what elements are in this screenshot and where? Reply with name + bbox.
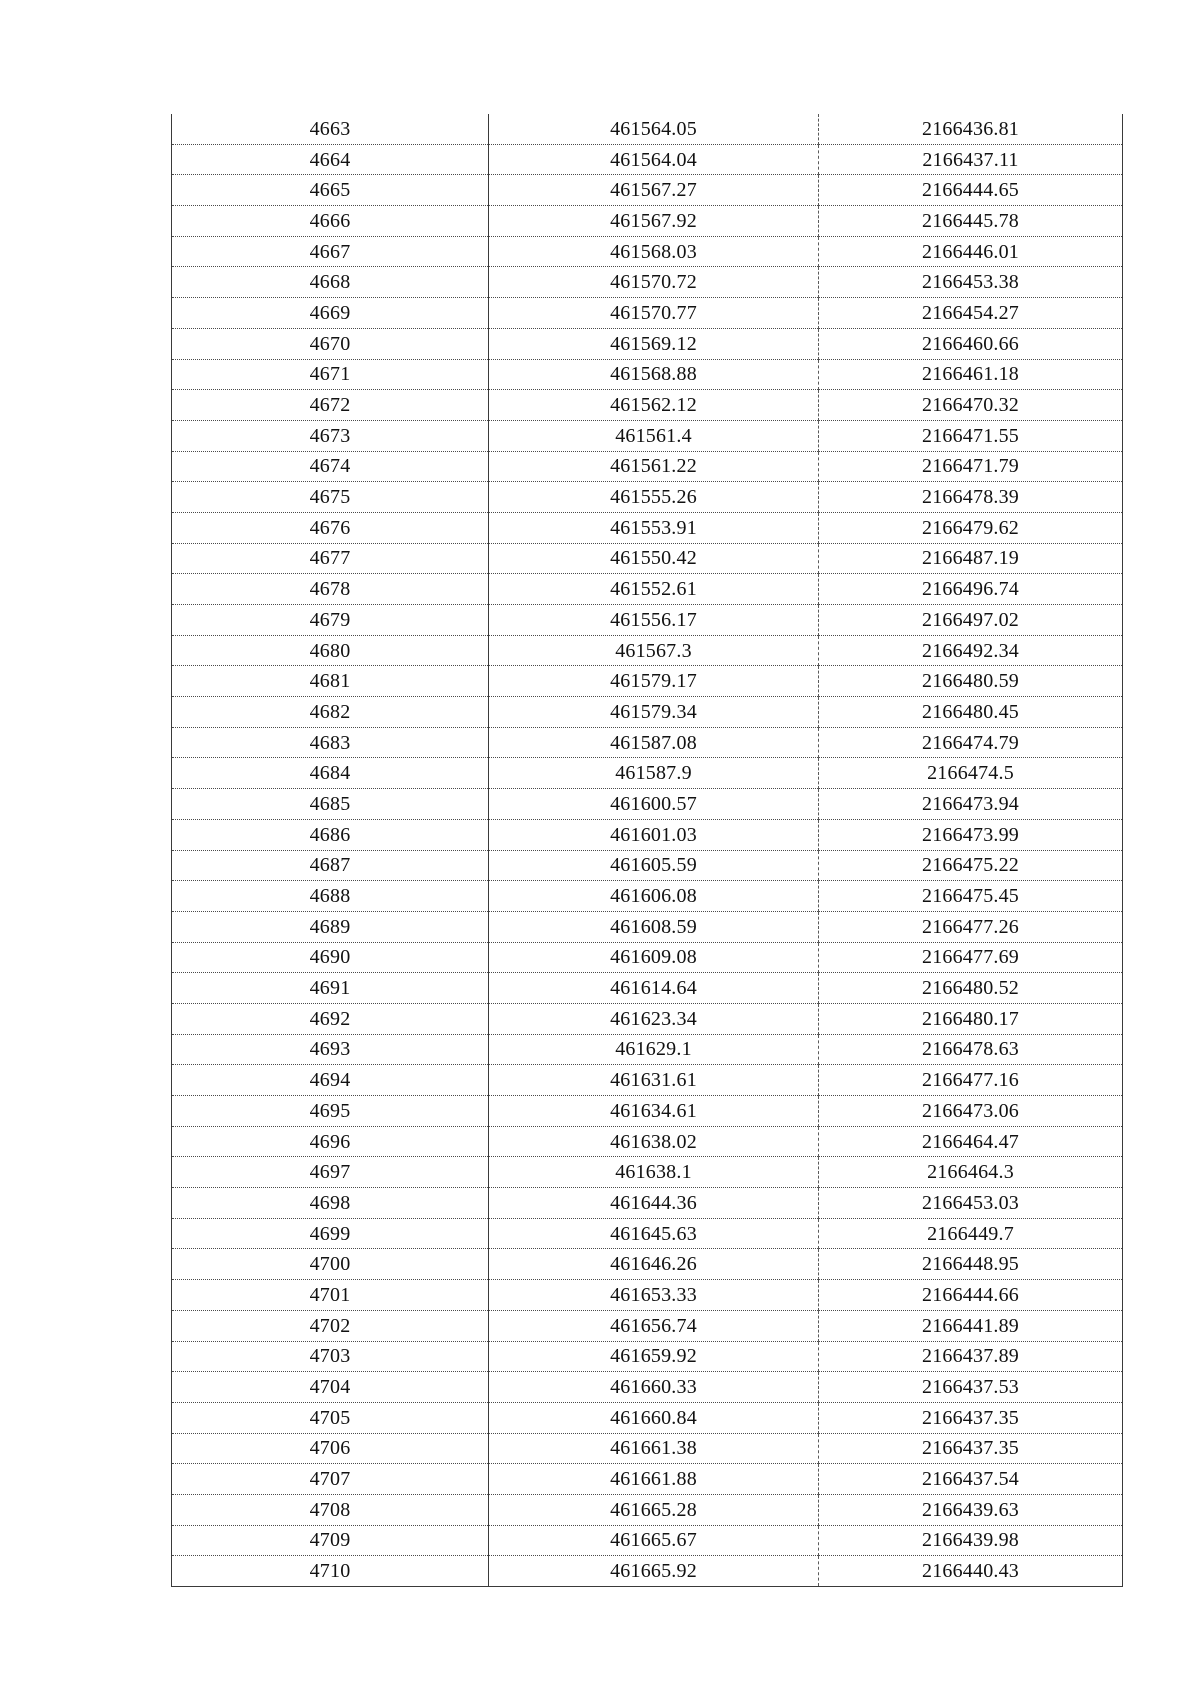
x-coordinate-cell: 461623.34 bbox=[489, 1003, 819, 1034]
y-coordinate-cell: 2166480.52 bbox=[819, 973, 1123, 1004]
x-coordinate-cell: 461606.08 bbox=[489, 881, 819, 912]
x-coordinate-cell: 461665.67 bbox=[489, 1525, 819, 1556]
x-coordinate-cell: 461646.26 bbox=[489, 1249, 819, 1280]
x-coordinate-cell: 461562.12 bbox=[489, 390, 819, 421]
table-row bbox=[172, 881, 1123, 912]
x-coordinate-cell: 461569.12 bbox=[489, 328, 819, 359]
point-number-cell: 4690 bbox=[172, 942, 489, 973]
table-row bbox=[172, 942, 1123, 973]
y-coordinate-cell: 2166477.26 bbox=[819, 911, 1123, 942]
point-number-cell: 4665 bbox=[172, 175, 489, 206]
coordinate-table-body bbox=[172, 114, 1123, 1587]
point-number-cell: 4668 bbox=[172, 267, 489, 298]
point-number-cell: 4689 bbox=[172, 911, 489, 942]
table-row bbox=[172, 206, 1123, 237]
x-coordinate-cell: 461661.38 bbox=[489, 1433, 819, 1464]
y-coordinate-cell: 2166477.69 bbox=[819, 942, 1123, 973]
x-coordinate-cell: 461567.92 bbox=[489, 206, 819, 237]
y-coordinate-cell: 2166444.66 bbox=[819, 1280, 1123, 1311]
table-row bbox=[172, 1034, 1123, 1065]
point-number-cell: 4686 bbox=[172, 819, 489, 850]
x-coordinate-cell: 461629.1 bbox=[489, 1034, 819, 1065]
table-row bbox=[172, 1126, 1123, 1157]
y-coordinate-cell: 2166480.17 bbox=[819, 1003, 1123, 1034]
table-row bbox=[172, 1003, 1123, 1034]
table-row bbox=[172, 850, 1123, 881]
point-number-cell: 4691 bbox=[172, 973, 489, 1004]
point-number-cell: 4687 bbox=[172, 850, 489, 881]
point-number-cell: 4707 bbox=[172, 1464, 489, 1495]
y-coordinate-cell: 2166471.79 bbox=[819, 451, 1123, 482]
table-row bbox=[172, 1402, 1123, 1433]
point-number-cell: 4672 bbox=[172, 390, 489, 421]
point-number-cell: 4684 bbox=[172, 758, 489, 789]
table-row bbox=[172, 1433, 1123, 1464]
point-number-cell: 4703 bbox=[172, 1341, 489, 1372]
y-coordinate-cell: 2166470.32 bbox=[819, 390, 1123, 421]
y-coordinate-cell: 2166475.22 bbox=[819, 850, 1123, 881]
table-row bbox=[172, 973, 1123, 1004]
y-coordinate-cell: 2166453.03 bbox=[819, 1188, 1123, 1219]
y-coordinate-cell: 2166487.19 bbox=[819, 543, 1123, 574]
point-number-cell: 4699 bbox=[172, 1218, 489, 1249]
point-number-cell: 4693 bbox=[172, 1034, 489, 1065]
table-row bbox=[172, 574, 1123, 605]
table-row bbox=[172, 359, 1123, 390]
x-coordinate-cell: 461600.57 bbox=[489, 789, 819, 820]
table-row bbox=[172, 789, 1123, 820]
table-row bbox=[172, 819, 1123, 850]
x-coordinate-cell: 461553.91 bbox=[489, 512, 819, 543]
table-row bbox=[172, 1249, 1123, 1280]
y-coordinate-cell: 2166473.94 bbox=[819, 789, 1123, 820]
x-coordinate-cell: 461568.03 bbox=[489, 236, 819, 267]
x-coordinate-cell: 461660.84 bbox=[489, 1402, 819, 1433]
y-coordinate-cell: 2166479.62 bbox=[819, 512, 1123, 543]
point-number-cell: 4695 bbox=[172, 1096, 489, 1127]
x-coordinate-cell: 461579.17 bbox=[489, 666, 819, 697]
y-coordinate-cell: 2166444.65 bbox=[819, 175, 1123, 206]
x-coordinate-cell: 461634.61 bbox=[489, 1096, 819, 1127]
point-number-cell: 4685 bbox=[172, 789, 489, 820]
y-coordinate-cell: 2166480.59 bbox=[819, 666, 1123, 697]
y-coordinate-cell: 2166437.54 bbox=[819, 1464, 1123, 1495]
table-row bbox=[172, 298, 1123, 329]
point-number-cell: 4663 bbox=[172, 114, 489, 144]
x-coordinate-cell: 461567.3 bbox=[489, 635, 819, 666]
table-row bbox=[172, 390, 1123, 421]
point-number-cell: 4667 bbox=[172, 236, 489, 267]
point-number-cell: 4669 bbox=[172, 298, 489, 329]
y-coordinate-cell: 2166437.35 bbox=[819, 1433, 1123, 1464]
table-row bbox=[172, 1157, 1123, 1188]
point-number-cell: 4678 bbox=[172, 574, 489, 605]
y-coordinate-cell: 2166448.95 bbox=[819, 1249, 1123, 1280]
table-row bbox=[172, 1372, 1123, 1403]
y-coordinate-cell: 2166461.18 bbox=[819, 359, 1123, 390]
table-row bbox=[172, 114, 1123, 144]
y-coordinate-cell: 2166446.01 bbox=[819, 236, 1123, 267]
table-row bbox=[172, 1280, 1123, 1311]
y-coordinate-cell: 2166437.35 bbox=[819, 1402, 1123, 1433]
y-coordinate-cell: 2166473.99 bbox=[819, 819, 1123, 850]
x-coordinate-cell: 461561.22 bbox=[489, 451, 819, 482]
point-number-cell: 4676 bbox=[172, 512, 489, 543]
table-row bbox=[172, 144, 1123, 175]
x-coordinate-cell: 461665.92 bbox=[489, 1556, 819, 1587]
y-coordinate-cell: 2166492.34 bbox=[819, 635, 1123, 666]
table-row bbox=[172, 420, 1123, 451]
x-coordinate-cell: 461661.88 bbox=[489, 1464, 819, 1495]
y-coordinate-cell: 2166474.79 bbox=[819, 727, 1123, 758]
coordinate-table bbox=[171, 114, 1123, 1587]
point-number-cell: 4710 bbox=[172, 1556, 489, 1587]
y-coordinate-cell: 2166445.78 bbox=[819, 206, 1123, 237]
point-number-cell: 4706 bbox=[172, 1433, 489, 1464]
y-coordinate-cell: 2166437.89 bbox=[819, 1341, 1123, 1372]
y-coordinate-cell: 2166478.39 bbox=[819, 482, 1123, 513]
point-number-cell: 4666 bbox=[172, 206, 489, 237]
table-row bbox=[172, 758, 1123, 789]
x-coordinate-cell: 461609.08 bbox=[489, 942, 819, 973]
x-coordinate-cell: 461570.77 bbox=[489, 298, 819, 329]
point-number-cell: 4701 bbox=[172, 1280, 489, 1311]
x-coordinate-cell: 461638.1 bbox=[489, 1157, 819, 1188]
table-row bbox=[172, 236, 1123, 267]
table-row bbox=[172, 543, 1123, 574]
table-row bbox=[172, 727, 1123, 758]
y-coordinate-cell: 2166473.06 bbox=[819, 1096, 1123, 1127]
y-coordinate-cell: 2166439.63 bbox=[819, 1494, 1123, 1525]
point-number-cell: 4670 bbox=[172, 328, 489, 359]
point-number-cell: 4709 bbox=[172, 1525, 489, 1556]
table-row bbox=[172, 666, 1123, 697]
point-number-cell: 4694 bbox=[172, 1065, 489, 1096]
y-coordinate-cell: 2166436.81 bbox=[819, 114, 1123, 144]
y-coordinate-cell: 2166449.7 bbox=[819, 1218, 1123, 1249]
y-coordinate-cell: 2166454.27 bbox=[819, 298, 1123, 329]
table-row bbox=[172, 1494, 1123, 1525]
y-coordinate-cell: 2166497.02 bbox=[819, 605, 1123, 636]
y-coordinate-cell: 2166480.45 bbox=[819, 697, 1123, 728]
table-row bbox=[172, 512, 1123, 543]
y-coordinate-cell: 2166441.89 bbox=[819, 1310, 1123, 1341]
y-coordinate-cell: 2166474.5 bbox=[819, 758, 1123, 789]
table-row bbox=[172, 451, 1123, 482]
point-number-cell: 4700 bbox=[172, 1249, 489, 1280]
x-coordinate-cell: 461665.28 bbox=[489, 1494, 819, 1525]
table-row bbox=[172, 1341, 1123, 1372]
x-coordinate-cell: 461555.26 bbox=[489, 482, 819, 513]
table-row bbox=[172, 482, 1123, 513]
table-row bbox=[172, 1218, 1123, 1249]
point-number-cell: 4671 bbox=[172, 359, 489, 390]
point-number-cell: 4677 bbox=[172, 543, 489, 574]
x-coordinate-cell: 461567.27 bbox=[489, 175, 819, 206]
point-number-cell: 4702 bbox=[172, 1310, 489, 1341]
table-row bbox=[172, 1188, 1123, 1219]
table-row bbox=[172, 1525, 1123, 1556]
point-number-cell: 4708 bbox=[172, 1494, 489, 1525]
table-row bbox=[172, 328, 1123, 359]
point-number-cell: 4704 bbox=[172, 1372, 489, 1403]
point-number-cell: 4705 bbox=[172, 1402, 489, 1433]
point-number-cell: 4688 bbox=[172, 881, 489, 912]
x-coordinate-cell: 461570.72 bbox=[489, 267, 819, 298]
x-coordinate-cell: 461644.36 bbox=[489, 1188, 819, 1219]
x-coordinate-cell: 461552.61 bbox=[489, 574, 819, 605]
y-coordinate-cell: 2166471.55 bbox=[819, 420, 1123, 451]
table-row bbox=[172, 1556, 1123, 1587]
x-coordinate-cell: 461608.59 bbox=[489, 911, 819, 942]
y-coordinate-cell: 2166453.38 bbox=[819, 267, 1123, 298]
y-coordinate-cell: 2166478.63 bbox=[819, 1034, 1123, 1065]
x-coordinate-cell: 461587.08 bbox=[489, 727, 819, 758]
y-coordinate-cell: 2166475.45 bbox=[819, 881, 1123, 912]
x-coordinate-cell: 461614.64 bbox=[489, 973, 819, 1004]
y-coordinate-cell: 2166439.98 bbox=[819, 1525, 1123, 1556]
x-coordinate-cell: 461564.04 bbox=[489, 144, 819, 175]
y-coordinate-cell: 2166464.47 bbox=[819, 1126, 1123, 1157]
table-row bbox=[172, 1464, 1123, 1495]
x-coordinate-cell: 461587.9 bbox=[489, 758, 819, 789]
table-row bbox=[172, 1310, 1123, 1341]
table-row bbox=[172, 1096, 1123, 1127]
y-coordinate-cell: 2166464.3 bbox=[819, 1157, 1123, 1188]
point-number-cell: 4681 bbox=[172, 666, 489, 697]
x-coordinate-cell: 461564.05 bbox=[489, 114, 819, 144]
x-coordinate-cell: 461550.42 bbox=[489, 543, 819, 574]
point-number-cell: 4696 bbox=[172, 1126, 489, 1157]
x-coordinate-cell: 461656.74 bbox=[489, 1310, 819, 1341]
y-coordinate-cell: 2166440.43 bbox=[819, 1556, 1123, 1587]
x-coordinate-cell: 461568.88 bbox=[489, 359, 819, 390]
x-coordinate-cell: 461638.02 bbox=[489, 1126, 819, 1157]
point-number-cell: 4697 bbox=[172, 1157, 489, 1188]
x-coordinate-cell: 461561.4 bbox=[489, 420, 819, 451]
table-row bbox=[172, 175, 1123, 206]
point-number-cell: 4673 bbox=[172, 420, 489, 451]
table-row bbox=[172, 697, 1123, 728]
point-number-cell: 4675 bbox=[172, 482, 489, 513]
x-coordinate-cell: 461660.33 bbox=[489, 1372, 819, 1403]
table-row bbox=[172, 605, 1123, 636]
point-number-cell: 4682 bbox=[172, 697, 489, 728]
x-coordinate-cell: 461653.33 bbox=[489, 1280, 819, 1311]
x-coordinate-cell: 461579.34 bbox=[489, 697, 819, 728]
y-coordinate-cell: 2166496.74 bbox=[819, 574, 1123, 605]
x-coordinate-cell: 461601.03 bbox=[489, 819, 819, 850]
table-row bbox=[172, 635, 1123, 666]
x-coordinate-cell: 461556.17 bbox=[489, 605, 819, 636]
x-coordinate-cell: 461659.92 bbox=[489, 1341, 819, 1372]
table-row bbox=[172, 267, 1123, 298]
x-coordinate-cell: 461645.63 bbox=[489, 1218, 819, 1249]
point-number-cell: 4679 bbox=[172, 605, 489, 636]
point-number-cell: 4680 bbox=[172, 635, 489, 666]
table-row bbox=[172, 1065, 1123, 1096]
y-coordinate-cell: 2166437.53 bbox=[819, 1372, 1123, 1403]
y-coordinate-cell: 2166437.11 bbox=[819, 144, 1123, 175]
y-coordinate-cell: 2166477.16 bbox=[819, 1065, 1123, 1096]
point-number-cell: 4692 bbox=[172, 1003, 489, 1034]
x-coordinate-cell: 461605.59 bbox=[489, 850, 819, 881]
point-number-cell: 4674 bbox=[172, 451, 489, 482]
point-number-cell: 4698 bbox=[172, 1188, 489, 1219]
point-number-cell: 4664 bbox=[172, 144, 489, 175]
table-row bbox=[172, 911, 1123, 942]
point-number-cell: 4683 bbox=[172, 727, 489, 758]
y-coordinate-cell: 2166460.66 bbox=[819, 328, 1123, 359]
x-coordinate-cell: 461631.61 bbox=[489, 1065, 819, 1096]
